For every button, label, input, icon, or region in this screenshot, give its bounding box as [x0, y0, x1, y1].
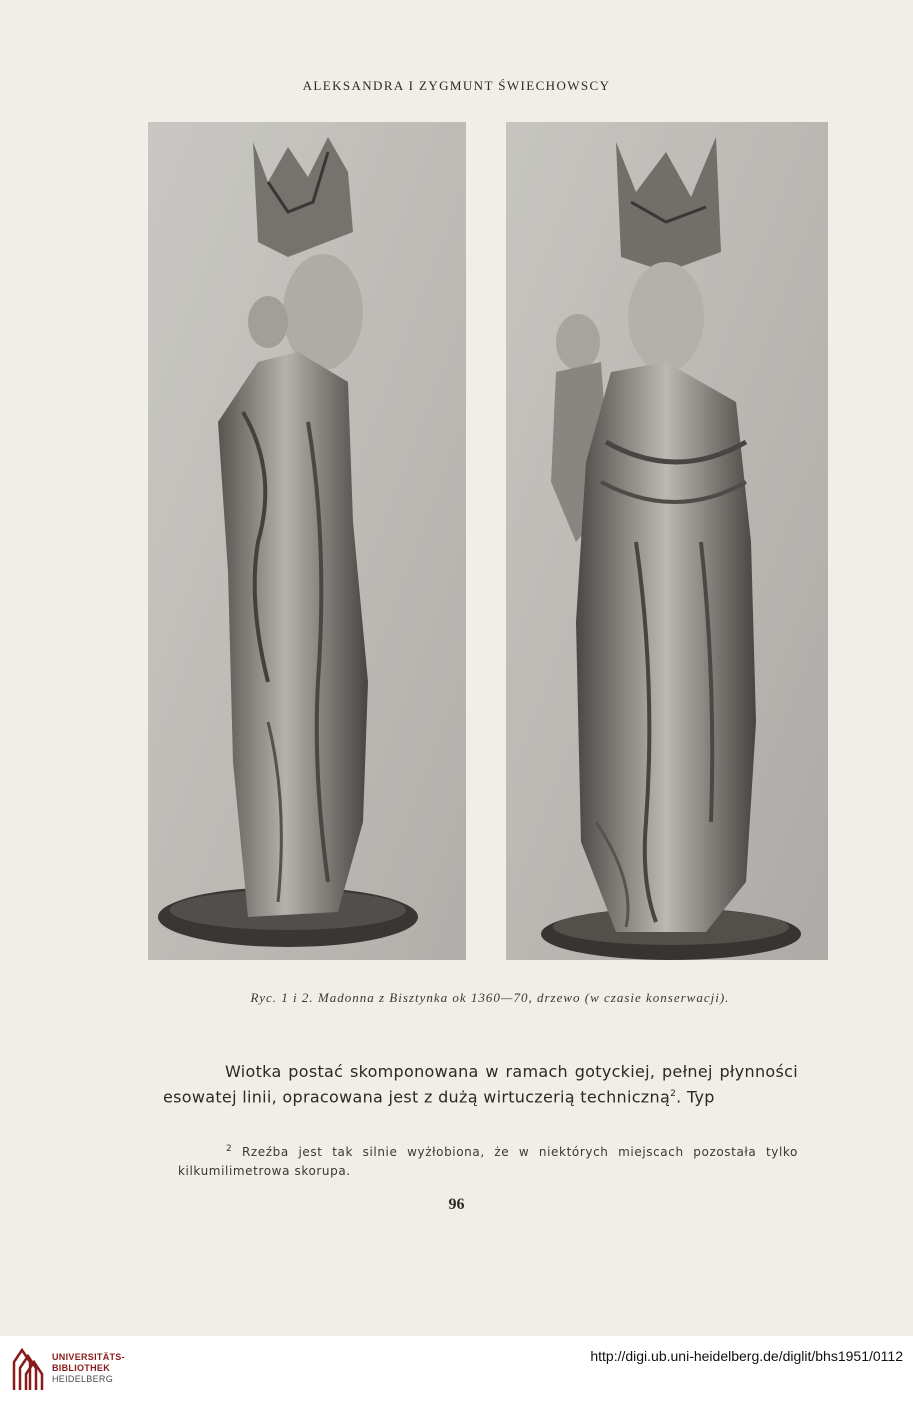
figure-caption: Ryc. 1 i 2. Madonna z Bisztynka ok 1360—70, drzewo (w czasie konserwacji). — [250, 990, 730, 1005]
footnote-marker: 2 — [226, 1144, 233, 1154]
footer-bar — [0, 1336, 913, 1402]
figure-1-photo — [148, 122, 466, 960]
source-url-link[interactable]: http://digi.ub.uni-heidelberg.de/diglit/bhs1951/0112 — [590, 1348, 903, 1364]
paragraph-continuation: . Typ — [676, 1087, 715, 1107]
library-name-line3: HEIDELBERG — [52, 1374, 114, 1384]
paragraph-text: Wiotka postać skomponowana w ramach gotyckiej, pełnej płynności esowatej linii, opracowana jest z dużą wirtuczerią techniczną — [163, 1062, 798, 1107]
running-title: ALEKSANDRA I ZYGMUNT ŚWIECHOWSCY — [302, 78, 611, 93]
library-name-line1: UNIVERSITÄTS- — [52, 1352, 125, 1362]
figure-2-photo — [506, 122, 828, 960]
footnote — [178, 1140, 798, 1181]
page-number: 96 — [448, 1196, 465, 1213]
body-paragraph — [163, 1060, 798, 1108]
library-name-line2: BIBLIOTHEK — [52, 1363, 110, 1373]
university-library-logo-icon[interactable] — [10, 1344, 46, 1394]
footnote-text: Rzeźba jest tak silnie wyżłobiona, że w niektórych miejscach pozostała tylko kilkumilimetrowa skorupa. — [178, 1145, 798, 1178]
madonna-front-view-image — [506, 122, 828, 960]
footnote-reference[interactable]: 2 — [670, 1089, 677, 1099]
madonna-side-view-image — [148, 122, 466, 960]
library-name[interactable] — [52, 1352, 125, 1385]
